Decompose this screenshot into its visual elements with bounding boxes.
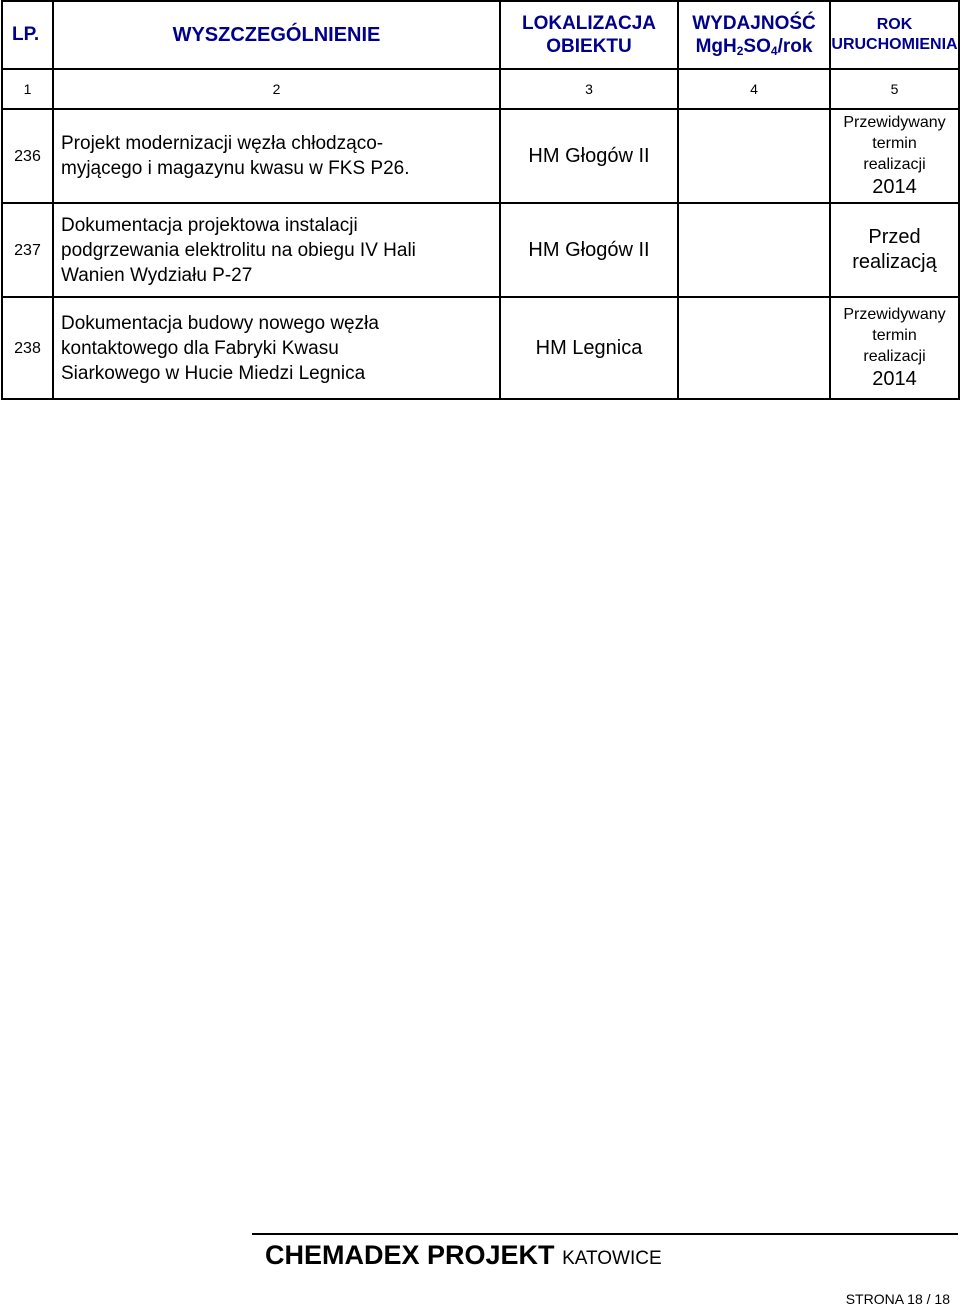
desc-line: myjącego i magazynu kwasu w FKS P26. xyxy=(61,158,410,179)
row-lp: 238 xyxy=(2,297,53,399)
desc-line: kontaktowego dla Fabryki Kwasu xyxy=(61,337,339,359)
column-number: 5 xyxy=(830,69,959,109)
row-lokalizacja: HM Głogów II xyxy=(500,203,678,297)
rok-line: realizacji xyxy=(863,348,926,365)
rok-line: Przewidywany xyxy=(843,306,946,323)
row-lp: 237 xyxy=(2,203,53,297)
footer-divider xyxy=(252,1233,958,1235)
row-rok xyxy=(830,109,959,203)
rok-year: 2014 xyxy=(872,176,917,198)
header-lokalizacja-line2: OBIEKTU xyxy=(546,36,632,57)
row-wydajnosc xyxy=(678,203,830,297)
header-lokalizacja xyxy=(500,1,678,69)
header-rok-line2: URUCHOMIENIA xyxy=(831,36,958,53)
header-wyszczegolnienie: WYSZCZEGÓLNIENIE xyxy=(53,1,500,69)
footer-brand-name: CHEMADEX PROJEKT xyxy=(265,1240,555,1270)
rok-year: 2014 xyxy=(872,368,917,390)
row-lokalizacja: HM Legnica xyxy=(500,297,678,399)
row-wydajnosc xyxy=(678,297,830,399)
column-number: 4 xyxy=(678,69,830,109)
table-row xyxy=(2,109,959,203)
desc-line: Dokumentacja projektowa instalacji xyxy=(61,214,358,236)
row-rok xyxy=(830,203,959,297)
column-number: 2 xyxy=(53,69,500,109)
desc-line: podgrzewania elektrolitu na obiegu IV Hali xyxy=(61,239,416,261)
projects-table xyxy=(1,0,960,400)
desc-line: Projekt modernizacji węzła chłodząco- xyxy=(61,133,384,154)
desc-line: Dokumentacja budowy nowego węzła xyxy=(61,312,379,334)
rok-line: termin xyxy=(872,327,917,344)
row-lp: 236 xyxy=(2,109,53,203)
header-wydajnosc xyxy=(678,1,830,69)
header-wydajnosc-line1: WYDAJNOŚĆ xyxy=(692,13,816,34)
column-number: 3 xyxy=(500,69,678,109)
rok-line: termin xyxy=(872,135,917,152)
column-number: 1 xyxy=(2,69,53,109)
header-lp: LP. xyxy=(2,1,53,69)
desc-line: Siarkowego w Hucie Miedzi Legnica xyxy=(61,362,366,384)
table-row xyxy=(2,297,959,399)
page-number: STRONA 18 / 18 xyxy=(845,1291,950,1307)
header-wydajnosc-unit-b: SO xyxy=(743,36,771,57)
row-description xyxy=(53,109,500,203)
row-description xyxy=(53,297,500,399)
header-rok-line1: ROK xyxy=(876,16,913,33)
header-rok xyxy=(830,1,959,69)
row-wydajnosc xyxy=(678,109,830,203)
header-wydajnosc-sub1: 2 xyxy=(736,44,744,58)
desc-line: Wanien Wydziału P-27 xyxy=(61,264,253,286)
footer-brand xyxy=(265,1240,662,1271)
table-row xyxy=(2,203,959,297)
rok-line: Przewidywany xyxy=(843,114,946,131)
header-wydajnosc-unit-c: /rok xyxy=(777,36,813,57)
column-number-row xyxy=(2,69,959,109)
header-wydajnosc-sub2: 4 xyxy=(770,44,778,58)
rok-line: Przed xyxy=(868,226,921,248)
rok-line: realizacją xyxy=(852,251,937,273)
header-wydajnosc-unit-a: MgH xyxy=(695,36,737,57)
row-description xyxy=(53,203,500,297)
table-header-row xyxy=(2,1,959,69)
footer-city: KATOWICE xyxy=(562,1248,662,1269)
header-lokalizacja-line1: LOKALIZACJA xyxy=(521,13,657,34)
row-lokalizacja: HM Głogów II xyxy=(500,109,678,203)
row-rok xyxy=(830,297,959,399)
rok-line: realizacji xyxy=(863,156,926,173)
